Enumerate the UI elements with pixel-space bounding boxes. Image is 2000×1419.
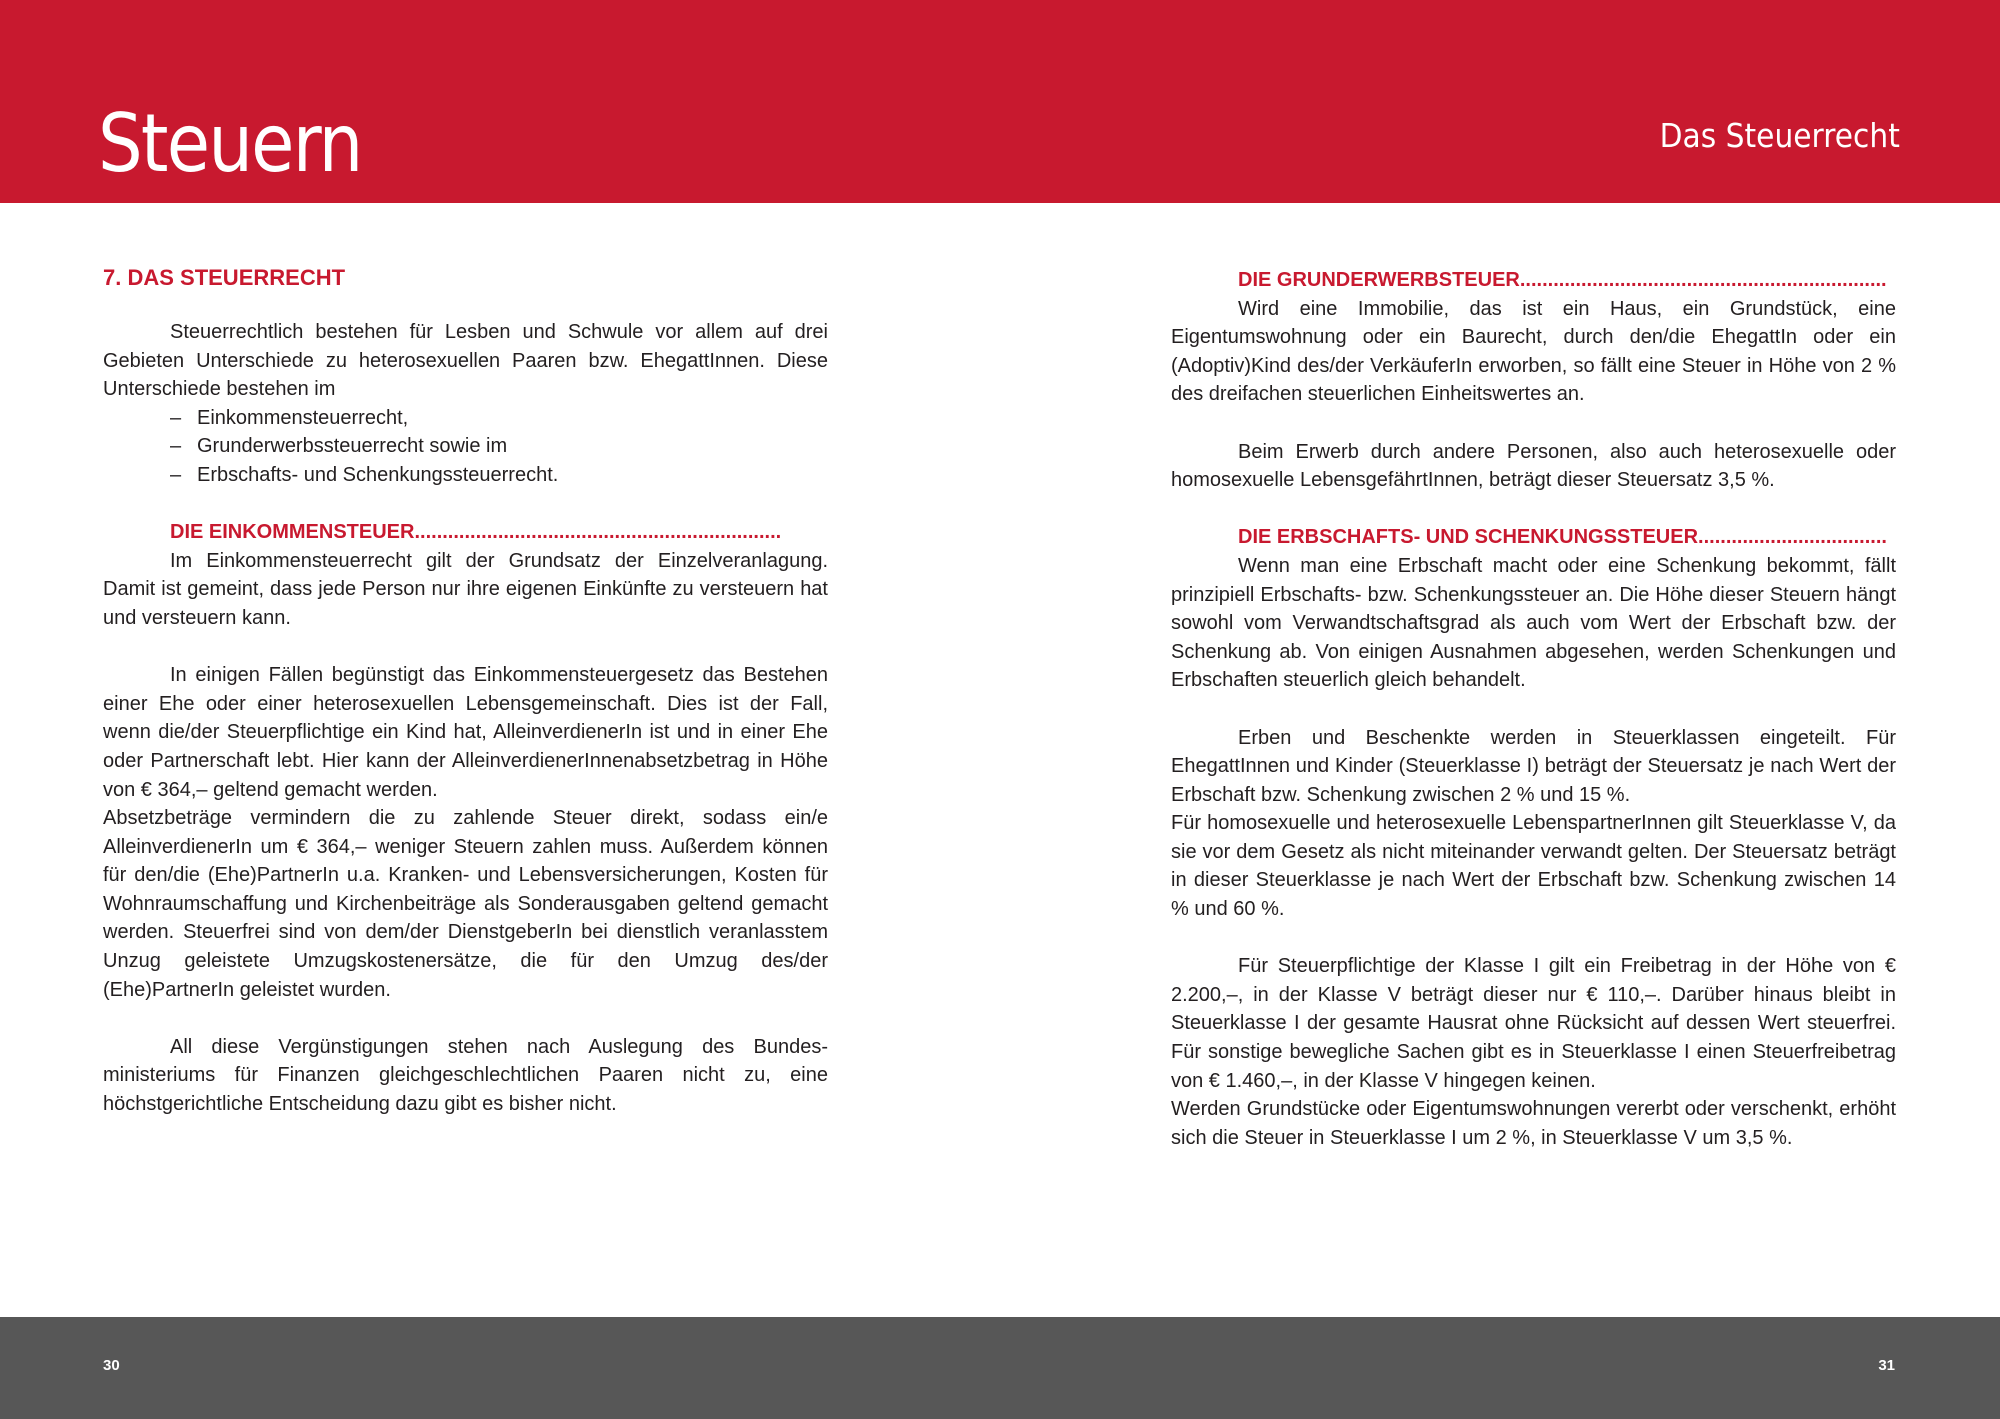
paragraph: Wird eine Immobilie, das ist ein Haus, ein Grundstück, eine Eigentumswohnung oder ein Baurecht, durch den/die EhegattIn oder ein (Adoptiv)Kind des/der VerkäuferIn erworben, so fällt eine Steuer in Höhe von 2 % des dreifachen steuerlichen Einheitswertes an. <box>1171 297 1896 406</box>
chapter-title: Steuern <box>98 97 362 190</box>
subheading-erbschaftssteuer: DIE ERBSCHAFTS- UND SCHENKUNGSSTEUER.................................. <box>1238 526 1887 549</box>
intro-paragraph: Steuerrechtlich bestehen für Lesben und Schwule vor allem auf drei Gebieten Unterschiede zu heterosexuellen Paaren bzw. EhegattInnen. Diese Unterschiede bestehen im <box>103 321 828 401</box>
right-page-column <box>1171 266 1896 1152</box>
paragraph: Beim Erwerb durch andere Personen, also auch heterosexuelle oder homosexuelle LebensgefährtInnen, beträgt dieser Steuersatz 3,5 %. <box>1171 440 1896 492</box>
header-band <box>0 0 2000 203</box>
paragraph: Für homosexuelle und heterosexuelle LebenspartnerInnen gilt Steuerklasse V, da sie vor dem Gesetz als nicht miteinander verwandt gelten. Der Steuersatz beträgt in dieser Steuerklasse je nach Wert der Erbschaft bzw. Schenkung zwischen 14 % und 60 %. <box>1171 812 1896 921</box>
paragraph: Absetzbeträge vermindern die zu zahlende Steuer direkt, sodass ein/e AlleinverdienerIn um € 364,– weniger Steuern zahlen muss. Außerdem können für den/die (Ehe)PartnerIn u.a. Kranken- und Lebensversicherungen, Kosten für Wohnraumschaffung und Kirchenbeiträge als Sonderausgaben geltend gemacht werden. Steuerfrei sind von dem/der DienstgeberIn bei dienstlich veranlasstem Unzug geleistete Umzugskostenersätze, die für den Umzug des/der (Ehe)PartnerIn geleistet wurden. <box>103 807 828 1001</box>
paragraph: In einigen Fällen begünstigt das Einkommensteuergesetz das Bestehen einer Ehe oder einer heterosexuellen Lebensgemeinschaft. Dies ist der Fall, wenn die/der Steuerpflichtige ein Kind hat, AlleinverdienerIn ist und in einer Ehe oder Partnerschaft lebt. Hier kann der AlleinverdienerInnenabsetzbetrag in Höhe von € 364,– geltend gemacht werden. <box>103 664 828 801</box>
difference-list <box>103 404 828 490</box>
section-heading: 7. DAS STEUERRECHT <box>103 265 346 290</box>
section-running-title: Das Steuerrecht <box>1659 116 1900 155</box>
paragraph: Für Steuerpflichtige der Klasse I gilt ein Freibetrag in der Höhe von € 2.200,–, in der Klasse V beträgt dieser nur € 110,–. Darüber hinaus bleibt in Steuerklasse I der gesamte Hausrat ohne Rücksicht auf dessen Wert steuerfrei. Für sonstige bewegliche Sachen gibt es in Steuerklasse I einen Steuerfreibetrag von € 1.460,–, in der Klasse V hingegen keinen. <box>1171 955 1896 1092</box>
paragraph: Wenn man eine Erbschaft macht oder eine Schenkung bekommt, fällt prinzipiell Erbschafts- bzw. Schenkungssteuer an. Die Höhe dieser Steuern hängt sowohl vom Verwandtschaftsgrad als auch vom Wert der Erbschaft bzw. der Schenkung ab. Von einigen Ausnahmen abgesehen, werden Schenkungen und Erbschaften steuerlich gleich behandelt. <box>1171 554 1896 692</box>
subheading-einkommensteuer: DIE EINKOMMENSTEUER.................................................................. <box>170 521 782 544</box>
footer-band <box>0 1317 2000 1419</box>
left-page-column <box>103 258 828 1119</box>
list-item: – Erbschafts- und Schenkungssteuerrecht. <box>170 461 828 490</box>
list-item: – Einkommensteuerrecht, <box>170 404 828 433</box>
page-number-right: 31 <box>1878 1357 1895 1374</box>
paragraph: Werden Grundstücke oder Eigentumswohnungen vererbt oder verschenkt, erhöht sich die Steuer in Steuerklasse I um 2 %, in Steuerklasse V um 3,5 %. <box>1171 1098 1896 1149</box>
page-number-left: 30 <box>103 1357 120 1374</box>
paragraph: All diese Vergünstigungen stehen nach Auslegung des Bundesministeriums für Finanzen gleichgeschlechtlichen Paaren nicht zu, eine höchstgerichtliche Entscheidung dazu gibt es bisher nicht. <box>103 1035 828 1116</box>
subheading-grunderwerbsteuer: DIE GRUNDERWERBSTEUER.................................................................. <box>1238 269 1887 291</box>
paragraph: Im Einkommensteuerrecht gilt der Grundsatz der Einzelveranlagung. Damit ist gemeint, dass jede Person nur ihre eigenen Einkünfte zu versteuern hat und versteuern kann. <box>103 549 828 629</box>
paragraph: Erben und Beschenkte werden in Steuerklassen eingeteilt. Für EhegattInnen und Kinder (Steuerklasse I) beträgt der Steuersatz je nach Wert der Erbschaft bzw. Schenkung zwischen 2 % und 15 %. <box>1171 726 1896 806</box>
list-item: – Grunderwerbssteuerrecht sowie im <box>170 432 828 461</box>
